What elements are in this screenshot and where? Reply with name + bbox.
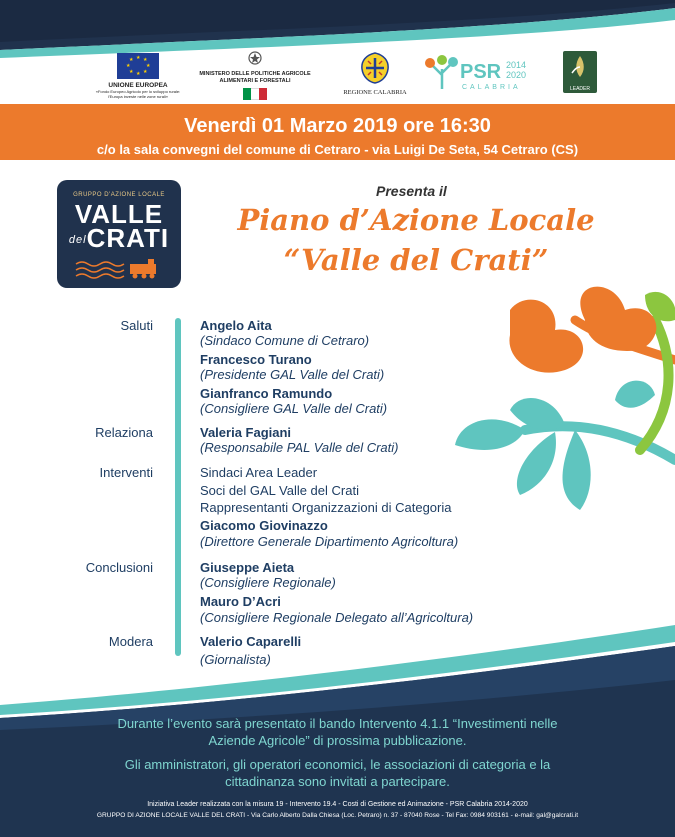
train-waves-icon <box>74 256 164 280</box>
italy-flag-icon <box>243 88 267 100</box>
ministry-line2: ALIMENTARI E FORESTALI <box>219 78 291 84</box>
eu-sub2: l'Europa investe nelle zone rurali» <box>108 94 168 99</box>
badge-line2 <box>57 223 181 253</box>
date-venue-band <box>0 104 675 160</box>
program-timeline-bar <box>175 318 181 656</box>
eu-title: UNIONE EUROPEA <box>108 82 168 89</box>
speaker-role: (Sindaco Comune di Cetraro) <box>200 333 370 348</box>
badge-del: del <box>68 234 87 247</box>
psr-calabria: CALABRIA <box>462 84 521 91</box>
footer-p1-line2: Aziende Agricole” di prossima pubblicazione. <box>208 733 467 748</box>
speaker-role: (Presidente GAL Valle del Crati) <box>200 367 385 382</box>
event-date: Venerdì 01 Marzo 2019 ore 16:30 <box>184 115 491 137</box>
speaker-name: Giuseppe Aieta <box>200 560 295 575</box>
footer-fine-print1: Iniziativa Leader realizzata con la misura 19 - Intervento 19.4 - Costi di Gestione ed Animazione - PSR Calabria 2014-2020 <box>147 801 528 808</box>
leader-logo <box>563 51 597 93</box>
psr-year-b: 2020 <box>506 70 527 80</box>
label-relaziona: Relaziona <box>95 425 153 440</box>
speaker-name: Angelo Aita <box>200 318 272 333</box>
emblem-icon <box>247 50 263 66</box>
speaker-role: (Responsabile PAL Valle del Crati) <box>200 440 399 455</box>
speaker-name: Mauro D’Acri <box>200 594 281 609</box>
title-line1: Piano d’Azione Locale <box>237 203 595 237</box>
speaker-role: (Consigliere GAL Valle del Crati) <box>200 401 388 416</box>
interventi-item: Soci del GAL Valle del Crati <box>200 483 359 498</box>
ministry-line1: MINISTERO DELLE POLITICHE AGRICOLE <box>199 71 311 77</box>
footer-fine-print2: GRUPPO DI AZIONE LOCALE VALLE DEL CRATI - Via Carlo Alberto Dalla Chiesa (Loc. Petraro) n. 37 - 87040 Rose - Tel Fax: 0984 903161 - e-mail: gal@galcrati.it <box>96 812 579 819</box>
psr-year-a: 2014 <box>506 60 527 70</box>
footer-p2-line1: Gli amministratori, gli operatori economici, le associazioni di categoria e la <box>124 757 551 772</box>
speaker-role: (Giornalista) <box>200 652 271 667</box>
speaker-role: (Consigliere Regionale Delegato all’Agricoltura) <box>200 610 474 625</box>
speaker-role: (Direttore Generale Dipartimento Agricoltura) <box>200 534 459 549</box>
title-line2: “Valle del Crati” <box>283 243 549 277</box>
speaker-name: Valerio Caparelli <box>200 634 302 649</box>
psr-text: PSR <box>460 61 502 83</box>
region-name: REGIONE CALABRIA <box>343 89 407 96</box>
label-conclusioni: Conclusioni <box>85 560 153 575</box>
footer-p1-line1: Durante l’evento sarà presentato il bando Intervento 4.1.1 “Investimenti nelle <box>117 716 558 731</box>
gal-valle-del-crati-badge <box>57 180 181 288</box>
event-venue: c/o la sala convegni del comune di Cetraro - via Luigi De Seta, 54 Cetraro (CS) <box>96 142 579 157</box>
ministry-logo <box>180 50 330 100</box>
eu-sub1: «Fondo Europeo Agricolo per lo sviluppo rurale: <box>95 89 181 94</box>
leader-text: LEADER <box>569 86 590 92</box>
eu-flag-icon: ★ ★ ★ ★ ★ ★ ★ ★ <box>117 53 159 79</box>
eu-logo <box>88 53 188 99</box>
psr-calabria-logo <box>422 53 532 97</box>
speaker-role: (Consigliere Regionale) <box>200 575 336 590</box>
leafy-branch-decoration <box>455 280 675 520</box>
badge-top: GRUPPO D'AZIONE LOCALE <box>73 192 165 198</box>
interventi-item: Sindaci Area Leader <box>200 465 318 480</box>
leader-wheat-icon <box>563 51 597 81</box>
speaker-name: Francesco Turano <box>200 352 312 367</box>
badge-line1: VALLE <box>74 199 164 229</box>
interventi-item: Rappresentanti Organizzazioni di Categoria <box>200 500 452 515</box>
badge-crati: CRATI <box>86 223 170 253</box>
label-modera: Modera <box>108 634 153 649</box>
tree-icon <box>422 53 462 91</box>
presenta-il: Presenta il <box>376 183 447 199</box>
speaker-name: Valeria Fagiani <box>200 425 292 440</box>
label-interventi: Interventi <box>99 465 153 480</box>
calabria-crest-icon <box>360 52 390 84</box>
speaker-name: Gianfranco Ramundo <box>200 386 333 401</box>
label-saluti: Saluti <box>120 318 153 333</box>
regione-calabria-logo <box>335 52 415 96</box>
footer-p2-line2: cittadinanza sono invitati a partecipare. <box>225 774 450 789</box>
speaker-name: Giacomo Giovinazzo <box>200 518 328 533</box>
